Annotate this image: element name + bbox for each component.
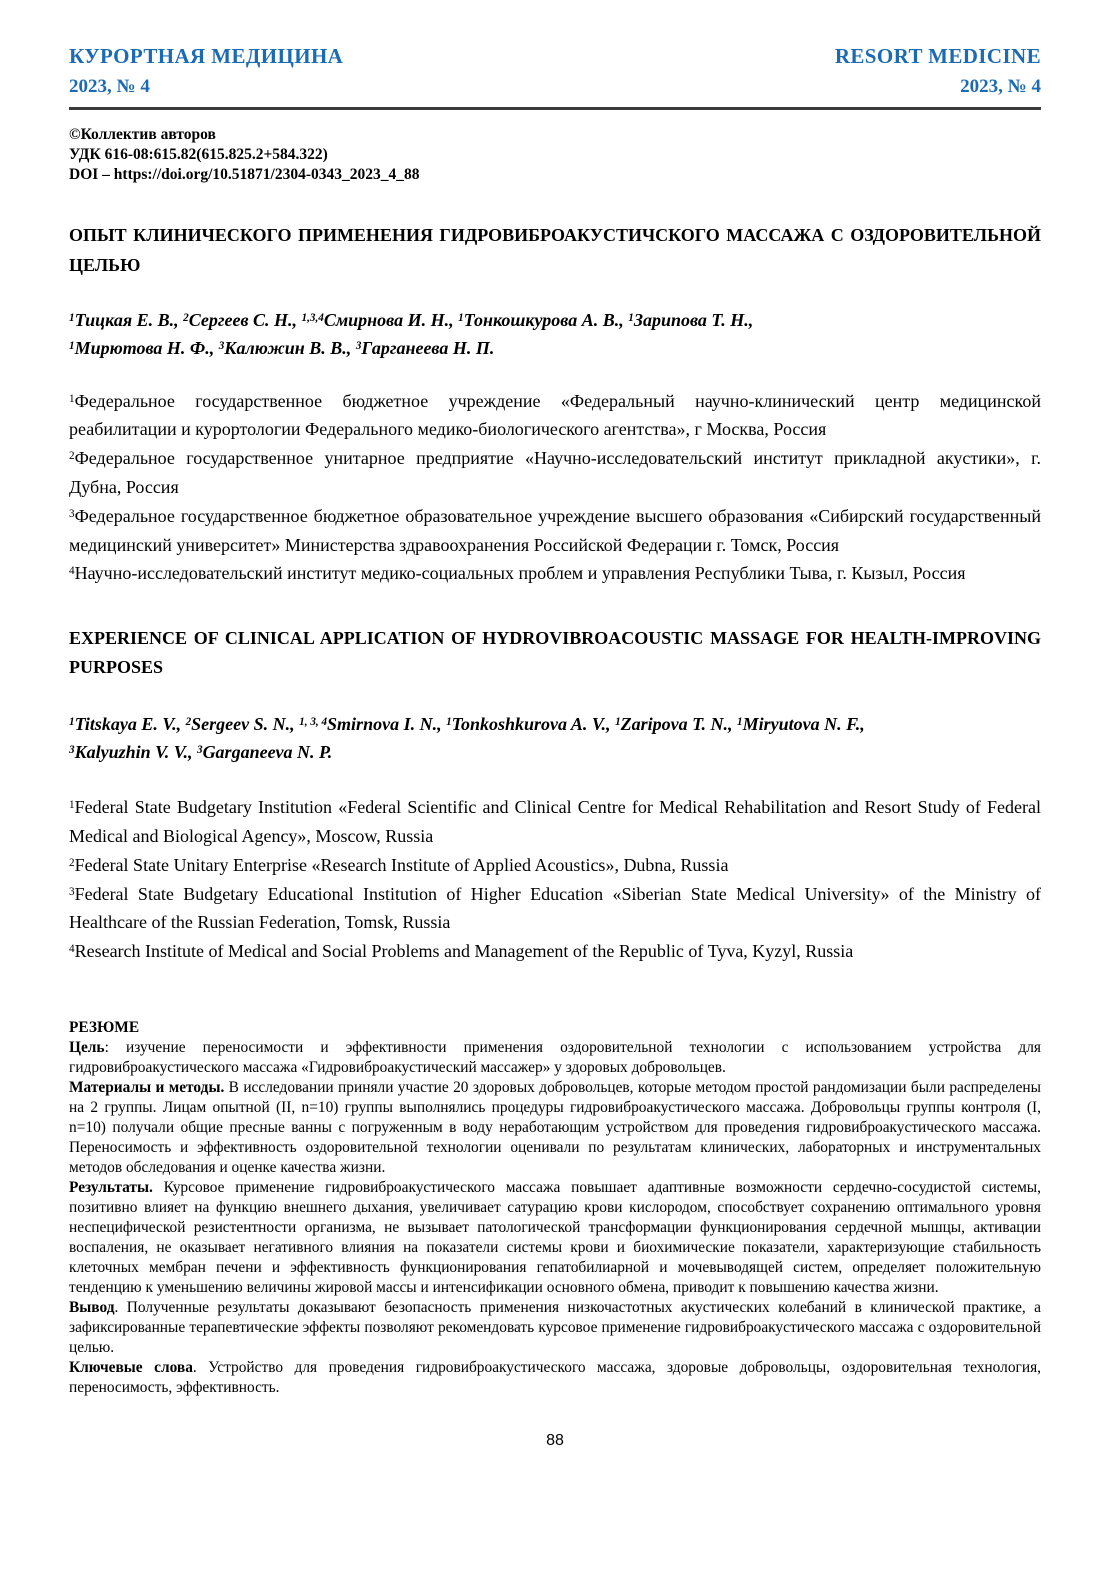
authors-ru: [69, 307, 1041, 363]
author: $^3$Калюжин В. В.,: [218, 337, 356, 358]
copyright-line: ©Коллектив авторов: [69, 126, 216, 143]
abstract-section: Материалы и методы. В исследовании приняли участие 20 здоровых добровольцев, которые методом простой рандомизации были распределены на 2 группы. Лицам опытной (II, n=10) группы выполнялись процедуры гидровиброакустического массажа. Добровольцы группы контроля (I, n=10) получали общие пресные ванны с погруженным в воду неработающим устройством для проведения гидровиброакустического массажа. Переносимость и эффективность оздоровительной технологии оценивали по результатам клинических, лабораторных и инструментальных методов обследования и оценке качества жизни.: [69, 1079, 1041, 1177]
meta-block: [69, 125, 1041, 185]
affiliation-en: $^3$Federal State Budgetary Educational Institution of Higher Education «Siberian State Medical University» of the Ministry of Healthcare of the Russian Federation, Tomsk, Russia: [69, 883, 1041, 933]
abstract: [69, 1018, 1041, 1398]
affiliations-en: [69, 793, 1041, 966]
author: $^{1,3,4}$Смирнова И. Н.,: [301, 309, 459, 330]
abstract-sections: [69, 1038, 1041, 1398]
masthead-left: [69, 44, 343, 98]
masthead: [69, 44, 1041, 98]
affiliation-ru: $^1$Федеральное государственное бюджетное учреждение «Федеральный научно-клинический центр медицинской реабилитации и курортологии Федерального медико-биологического агентства», г Москва, Россия: [69, 390, 1041, 440]
author: $^1$Miryutova N. F.,: [736, 714, 865, 735]
article-title-en: EXPERIENCE OF CLINICAL APPLICATION OF HYDROVIBROACOUSTIC MASSAGE FOR HEALTH-IMPROVING PURPOSES: [69, 628, 1041, 678]
affiliation-ru: $^3$Федеральное государственное бюджетное образовательное учреждение высшего образования «Сибирский государственный медицинский университет» Министерства здравоохранения Российской Федерации г. Томск, Россия: [69, 505, 1041, 555]
affiliation-ru: $^4$Научно-исследовательский институт медико-социальных проблем и управления Республики Тыва, г. Кызыл, Россия: [69, 563, 966, 584]
authors-ru-line-2: [69, 335, 1041, 363]
author: $^3$Гарганеева Н. П.: [355, 337, 495, 358]
journal-page: [69, 0, 1041, 1478]
udc-line: УДК 616-08:615.82(615.825.2+584.322): [69, 146, 328, 164]
issue-number-left: 2023, № 4: [69, 76, 150, 97]
author: $^1$Zaripova T. N.,: [615, 714, 737, 735]
abstract-section: Цель: изучение переносимости и эффективности применения оздоровительной технологии с использованием устройства для гидровиброакустического массажа «Гидровиброакустический массажер» у здоровых добровольцев.: [69, 1038, 1041, 1076]
abstract-section: Вывод. Полученные результаты доказывают безопасность применения низкочастотных акустических колебаний в клинической практике, а зафиксированные терапевтические эффекты позволяют рекомендовать курсовое применение гидровиброакустического массажа с оздоровительной целью.: [69, 1299, 1041, 1357]
page-number: 88: [546, 1432, 564, 1450]
abstract-heading: РЕЗЮМЕ: [69, 1018, 140, 1036]
author: $^1$Tonkoshkurova A. V.,: [446, 714, 616, 735]
masthead-right: [835, 44, 1041, 98]
journal-title-en: RESORT MEDICINE: [834, 44, 1041, 68]
authors-en-line-1: [69, 711, 1041, 739]
article-title-ru: ОПЫТ КЛИНИЧЕСКОГО ПРИМЕНЕНИЯ ГИДРОВИБРОАКУСТИЧСКОГО МАССАЖА С ОЗДОРОВИТЕЛЬНОЙ ЦЕЛЬЮ: [69, 225, 1041, 275]
authors-en-line-2: [69, 739, 1041, 767]
author: $^3$Kalyuzhin V. V.,: [69, 742, 197, 763]
authors-ru-line-1: [69, 307, 1041, 335]
author: $^1$Тицкая Е. В.,: [69, 309, 184, 330]
author: $^1$Тонкошкурова А. В.,: [458, 309, 629, 330]
affiliation-en: $^4$Research Institute of Medical and Social Problems and Management of the Republic of Tyva, Kyzyl, Russia: [69, 941, 854, 962]
abstract-section: Результаты. Курсовое применение гидровиброакустического массажа повышает адаптивные возможности сердечно-сосудистой системы, позитивно влияет на функцию внешнего дыхания, увеличивает сатурацию крови кислородом, способствует сохранению оптимального уровня неспецифической резистентности организма, не вызывает патологической трансформации функционирования сердечной мышцы, активации воспаления, не оказывает негативного влияния на показатели системы крови и биохимические показатели, характеризующие стабильность клеточных мембран печени и эффективность функционирования гепатобилиарной и мочевыводящей систем, определяет положительную тенденцию к уменьшению величины жировой массы и интенсификации основного обмена, приводит к повышению качества жизни.: [69, 1179, 1041, 1297]
header-rule: [69, 107, 1041, 110]
journal-title-ru: КУРОРТНАЯ МЕДИЦИНА: [69, 44, 344, 68]
affiliation-ru: $^2$Федеральное государственное унитарное предприятие «Научно-исследовательский институт прикладной акустики», г. Дубна, Россия: [69, 448, 1041, 497]
affiliations-ru: [69, 387, 1041, 589]
affiliation-en: $^1$Federal State Budgetary Institution «Federal Scientific and Clinical Centre for Medical Rehabilitation and Resort Study of Federal Medical and Biological Agency», Moscow, Russia: [69, 797, 1041, 846]
doi-line: DOI – https://doi.org/10.51871/2304-0343_2023_4_88: [69, 166, 420, 184]
issue-number-right: 2023, № 4: [960, 76, 1041, 97]
authors-en: [69, 711, 1041, 767]
author: $^{1, 3, 4}$Smirnova I. N.,: [299, 714, 447, 735]
affiliation-en: $^2$Federal State Unitary Enterprise «Research Institute of Applied Acoustics», Dubna, Russia: [69, 854, 729, 875]
author: $^3$Garganeeva N. P.: [196, 742, 333, 763]
author: $^1$Titskaya E. V.,: [69, 714, 186, 735]
author: $^2$Сергеев С. Н.,: [183, 309, 302, 330]
author: $^2$Sergeev S. N.,: [185, 714, 300, 735]
author: $^1$Мирютова Н. Ф.,: [69, 337, 219, 358]
abstract-section: Ключевые слова. Устройство для проведения гидровиброакустического массажа, здоровые добровольцы, оздоровительная технология, переносимость, эффективность.: [69, 1359, 1041, 1397]
author: $^1$Зарипова Т. Н.,: [628, 309, 754, 330]
